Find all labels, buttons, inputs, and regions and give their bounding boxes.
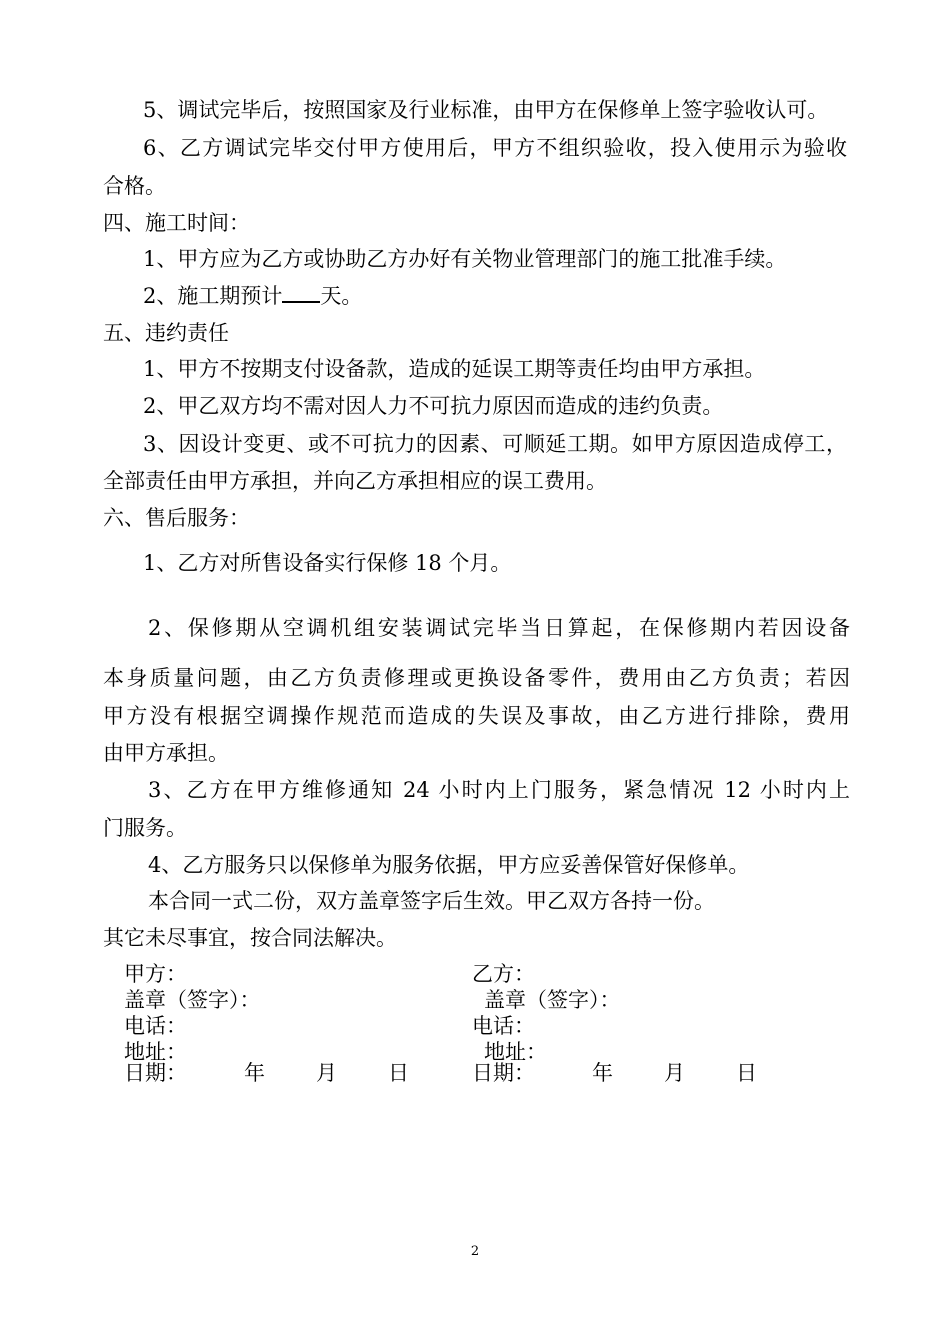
party-a-label: 甲方： [124,962,187,986]
section-5-title: 五、违约责任 [103,321,229,345]
party-a-seal-label: 盖章（签字）： [124,988,261,1012]
party-b-phone-label: 电话： [472,1014,535,1038]
clause-4-2-prefix: 2、施工期预计 [143,284,283,308]
clause-5-3-line1: 3、因设计变更、或不可抗力的因素、可顺延工期。如甲方原因造成停工， [143,432,847,456]
party-b-seal-label: 盖章（签字）： [484,988,621,1012]
clause-4-2-suffix: 天。 [320,284,363,308]
closing-line-1: 本合同一式二份，双方盖章签字后生效。甲乙双方各持一份。 [148,889,715,913]
party-b-label: 乙方： [472,962,535,986]
page-number: 2 [470,1244,480,1259]
clause-5-1: 1、甲方不按期支付设备款，造成的延误工期等责任均由甲方承担。 [143,357,766,381]
clause-6-2-line3: 甲方没有根据空调操作规范而造成的失误及事故，由乙方进行排除，费用 [103,704,850,728]
clause-4-2 [143,282,362,310]
party-a-address-label: 地址： [124,1040,187,1064]
party-a-phone-label: 电话： [124,1014,187,1038]
clause-3-6-line2: 合格。 [103,174,166,198]
clause-6-3-line2: 门服务。 [103,816,187,840]
party-b-day: 日 [736,1061,757,1085]
party-a-day: 日 [388,1061,409,1085]
clause-6-2-line2: 本身质量问题，由乙方负责修理或更换设备零件，费用由乙方负责；若因 [103,666,850,690]
party-b-year: 年 [592,1061,613,1085]
party-b-month: 月 [664,1061,685,1085]
clause-4-1: 1、甲方应为乙方或协助乙方办好有关物业管理部门的施工批准手续。 [143,247,787,271]
clause-3-6-line1: 6、乙方调试完毕交付甲方使用后，甲方不组织验收，投入使用示为验收 [143,136,847,160]
party-b-address-label: 地址： [484,1040,547,1064]
closing-line-2: 其它未尽事宜，按合同法解决。 [103,926,397,950]
clause-3-5: 5、调试完毕后，按照国家及行业标准，由甲方在保修单上签字验收认可。 [143,98,829,122]
section-6-title: 六、售后服务： [103,506,250,530]
party-b-date-label: 日期： [472,1061,535,1085]
section-4-title: 四、施工时间： [103,211,250,235]
party-a-date-label: 日期： [124,1061,187,1085]
clause-6-1: 1、乙方对所售设备实行保修 18 个月。 [143,551,512,575]
party-a-year: 年 [244,1061,265,1085]
clause-5-3-line2: 全部责任由甲方承担，并向乙方承担相应的误工费用。 [103,469,607,493]
party-a-month: 月 [316,1061,337,1085]
days-blank [282,283,320,303]
clause-6-2-line1: 2、保修期从空调机组安装调试完毕当日算起，在保修期内若因设备 [148,616,850,640]
clause-6-3-line1: 3、乙方在甲方维修通知 24 小时内上门服务，紧急情况 12 小时内上 [148,778,850,802]
clause-6-2-line4: 由甲方承担。 [103,741,229,765]
clause-5-2: 2、甲乙双方均不需对因人力不可抗力原因而造成的违约负责。 [143,394,724,418]
clause-6-4: 4、乙方服务只以保修单为服务依据，甲方应妥善保管好保修单。 [148,853,750,877]
